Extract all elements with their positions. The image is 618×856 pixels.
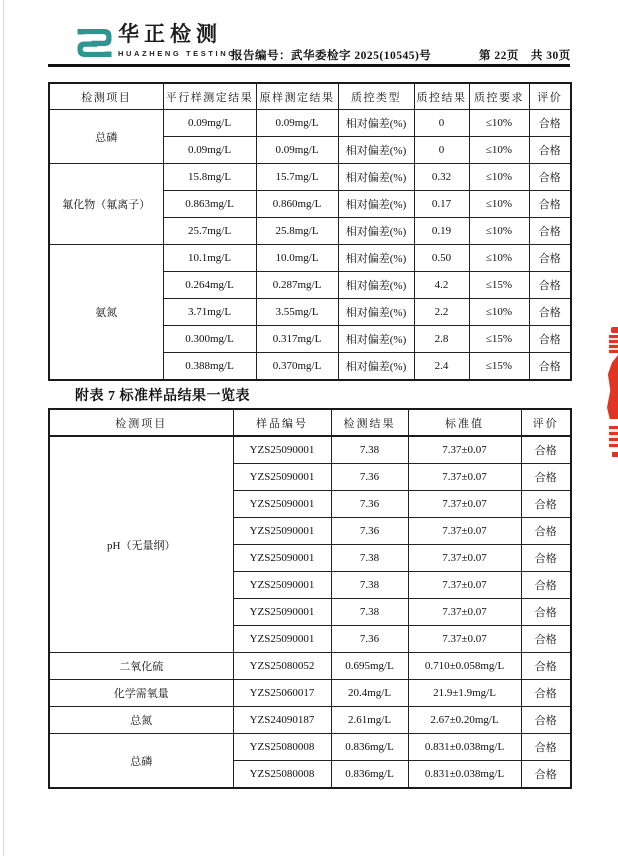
value-cell: ≤10% (469, 299, 529, 326)
value-cell: 7.36 (331, 491, 408, 518)
value-cell: 0.836mg/L (331, 734, 408, 761)
value-cell: ≤10% (469, 137, 529, 164)
column-header: 平行样测定结果 (163, 83, 256, 110)
test-item-cell: 总磷 (49, 734, 233, 789)
value-cell: ≤10% (469, 245, 529, 272)
value-cell: YZS24090187 (233, 707, 331, 734)
value-cell: YZS25060017 (233, 680, 331, 707)
value-cell: 合格 (529, 110, 571, 137)
value-cell: 20.4mg/L (331, 680, 408, 707)
value-cell: 合格 (521, 518, 571, 545)
value-cell: 相对偏差(%) (338, 353, 414, 381)
value-cell: 0 (414, 110, 469, 137)
value-cell: 7.38 (331, 572, 408, 599)
value-cell: 0.863mg/L (163, 191, 256, 218)
test-item-cell: pH（无量纲） (49, 436, 233, 653)
column-header: 样品编号 (233, 409, 331, 436)
value-cell: ≤15% (469, 353, 529, 381)
red-seal-fragment (612, 452, 618, 457)
value-cell: 7.36 (331, 464, 408, 491)
value-cell: YZS25080008 (233, 761, 331, 789)
value-cell: 15.8mg/L (163, 164, 256, 191)
value-cell: 相对偏差(%) (338, 272, 414, 299)
value-cell: 3.55mg/L (256, 299, 338, 326)
value-cell: 0.09mg/L (256, 110, 338, 137)
standard-sample-table (48, 408, 572, 789)
value-cell: 7.38 (331, 545, 408, 572)
value-cell: 合格 (529, 164, 571, 191)
column-header: 检测结果 (331, 409, 408, 436)
value-cell: 合格 (521, 491, 571, 518)
value-cell: 0.09mg/L (163, 110, 256, 137)
value-cell: 相对偏差(%) (338, 218, 414, 245)
value-cell: 0.287mg/L (256, 272, 338, 299)
value-cell: 合格 (529, 272, 571, 299)
value-cell: YZS25090001 (233, 491, 331, 518)
value-cell: 相对偏差(%) (338, 245, 414, 272)
value-cell: 相对偏差(%) (338, 326, 414, 353)
value-cell: 7.36 (331, 626, 408, 653)
column-header: 评价 (529, 83, 571, 110)
value-cell: ≤15% (469, 326, 529, 353)
value-cell: 10.1mg/L (163, 245, 256, 272)
test-item-cell: 总磷 (49, 110, 163, 164)
value-cell: YZS25090001 (233, 518, 331, 545)
value-cell: 7.37±0.07 (408, 599, 521, 626)
value-cell: 合格 (521, 599, 571, 626)
value-cell: 2.8 (414, 326, 469, 353)
column-header: 质控类型 (338, 83, 414, 110)
column-header: 质控结果 (414, 83, 469, 110)
table-row (49, 680, 571, 707)
value-cell: 7.38 (331, 436, 408, 464)
test-item-cell: 化学需氧量 (49, 680, 233, 707)
value-cell: 7.37±0.07 (408, 436, 521, 464)
value-cell: 2.2 (414, 299, 469, 326)
value-cell: 合格 (521, 734, 571, 761)
value-cell: 2.61mg/L (331, 707, 408, 734)
value-cell: 0 (414, 137, 469, 164)
value-cell: 合格 (521, 680, 571, 707)
value-cell: 7.38 (331, 599, 408, 626)
column-header: 检测项目 (49, 409, 233, 436)
value-cell: 7.37±0.07 (408, 464, 521, 491)
value-cell: 0.388mg/L (163, 353, 256, 381)
brand-name-cn: 华正检测 (118, 23, 222, 46)
value-cell: 0.831±0.038mg/L (408, 734, 521, 761)
page-number-info: 第 22页 共 30页 (479, 50, 571, 62)
value-cell: 合格 (529, 137, 571, 164)
test-item-cell: 氟化物（氟离子） (49, 164, 163, 245)
value-cell: ≤15% (469, 272, 529, 299)
table-row (49, 164, 571, 191)
brand-name-en: HUAZHENG TESTING (118, 49, 237, 58)
appendix-table-title: 附表 7 标准样品结果一览表 (75, 389, 250, 404)
table-row (49, 245, 571, 272)
value-cell: 2.4 (414, 353, 469, 381)
red-seal-fragment (607, 355, 618, 419)
header-divider (48, 64, 570, 67)
value-cell: 合格 (521, 761, 571, 789)
value-cell: 0.836mg/L (331, 761, 408, 789)
value-cell: 0.17 (414, 191, 469, 218)
value-cell: 2.67±0.20mg/L (408, 707, 521, 734)
value-cell: 0.831±0.038mg/L (408, 761, 521, 789)
value-cell: 21.9±1.9mg/L (408, 680, 521, 707)
value-cell: YZS25080008 (233, 734, 331, 761)
value-cell: YZS25090001 (233, 545, 331, 572)
red-seal-fragment (609, 335, 618, 353)
value-cell: 合格 (521, 436, 571, 464)
value-cell: ≤10% (469, 191, 529, 218)
value-cell: 0.09mg/L (163, 137, 256, 164)
value-cell: 合格 (529, 191, 571, 218)
value-cell: 25.8mg/L (256, 218, 338, 245)
value-cell: 相对偏差(%) (338, 137, 414, 164)
value-cell: 合格 (521, 626, 571, 653)
value-cell: 相对偏差(%) (338, 191, 414, 218)
value-cell: 0.317mg/L (256, 326, 338, 353)
value-cell: 7.37±0.07 (408, 518, 521, 545)
value-cell: 7.37±0.07 (408, 572, 521, 599)
value-cell: 相对偏差(%) (338, 299, 414, 326)
value-cell: 0.09mg/L (256, 137, 338, 164)
value-cell: YZS25090001 (233, 436, 331, 464)
test-item-cell: 总氮 (49, 707, 233, 734)
std-table-header-row (49, 409, 571, 436)
report-number: 报告编号：武华委检字 2025(10545)号 (231, 50, 432, 62)
scan-edge-line (3, 0, 4, 856)
value-cell: 0.370mg/L (256, 353, 338, 381)
red-seal-fragment (609, 426, 618, 448)
value-cell: 0.264mg/L (163, 272, 256, 299)
value-cell: 合格 (529, 326, 571, 353)
column-header: 评价 (521, 409, 571, 436)
qc-table-header-row (49, 83, 571, 110)
value-cell: 合格 (521, 572, 571, 599)
test-item-cell: 二氧化硫 (49, 653, 233, 680)
value-cell: YZS25090001 (233, 464, 331, 491)
red-seal-fragment (611, 327, 618, 333)
column-header: 标准值 (408, 409, 521, 436)
value-cell: 合格 (529, 245, 571, 272)
brand-block (118, 23, 238, 58)
table-row (49, 707, 571, 734)
value-cell: 7.36 (331, 518, 408, 545)
value-cell: 合格 (521, 653, 571, 680)
value-cell: ≤10% (469, 164, 529, 191)
value-cell: ≤10% (469, 218, 529, 245)
value-cell: YZS25080052 (233, 653, 331, 680)
test-item-cell: 氨氮 (49, 245, 163, 381)
table-row (49, 110, 571, 137)
huazheng-logo-icon (76, 26, 113, 60)
value-cell: YZS25090001 (233, 599, 331, 626)
value-cell: 7.37±0.07 (408, 626, 521, 653)
value-cell: 合格 (521, 707, 571, 734)
column-header: 原样测定结果 (256, 83, 338, 110)
value-cell: 0.695mg/L (331, 653, 408, 680)
value-cell: 0.32 (414, 164, 469, 191)
column-header: 质控要求 (469, 83, 529, 110)
value-cell: YZS25090001 (233, 626, 331, 653)
value-cell: 0.710±0.058mg/L (408, 653, 521, 680)
qc-results-table (48, 82, 572, 381)
value-cell: 4.2 (414, 272, 469, 299)
value-cell: 相对偏差(%) (338, 164, 414, 191)
value-cell: 相对偏差(%) (338, 110, 414, 137)
value-cell: 0.860mg/L (256, 191, 338, 218)
column-header: 检测项目 (49, 83, 163, 110)
value-cell: 10.0mg/L (256, 245, 338, 272)
value-cell: ≤10% (469, 110, 529, 137)
table-row (49, 436, 571, 464)
table-row (49, 653, 571, 680)
value-cell: 0.50 (414, 245, 469, 272)
value-cell: YZS25090001 (233, 572, 331, 599)
value-cell: 0.300mg/L (163, 326, 256, 353)
value-cell: 0.19 (414, 218, 469, 245)
value-cell: 7.37±0.07 (408, 545, 521, 572)
value-cell: 3.71mg/L (163, 299, 256, 326)
value-cell: 15.7mg/L (256, 164, 338, 191)
value-cell: 合格 (529, 353, 571, 381)
value-cell: 合格 (521, 545, 571, 572)
value-cell: 合格 (529, 218, 571, 245)
value-cell: 7.37±0.07 (408, 491, 521, 518)
value-cell: 25.7mg/L (163, 218, 256, 245)
table-row (49, 734, 571, 761)
value-cell: 合格 (521, 464, 571, 491)
value-cell: 合格 (529, 299, 571, 326)
